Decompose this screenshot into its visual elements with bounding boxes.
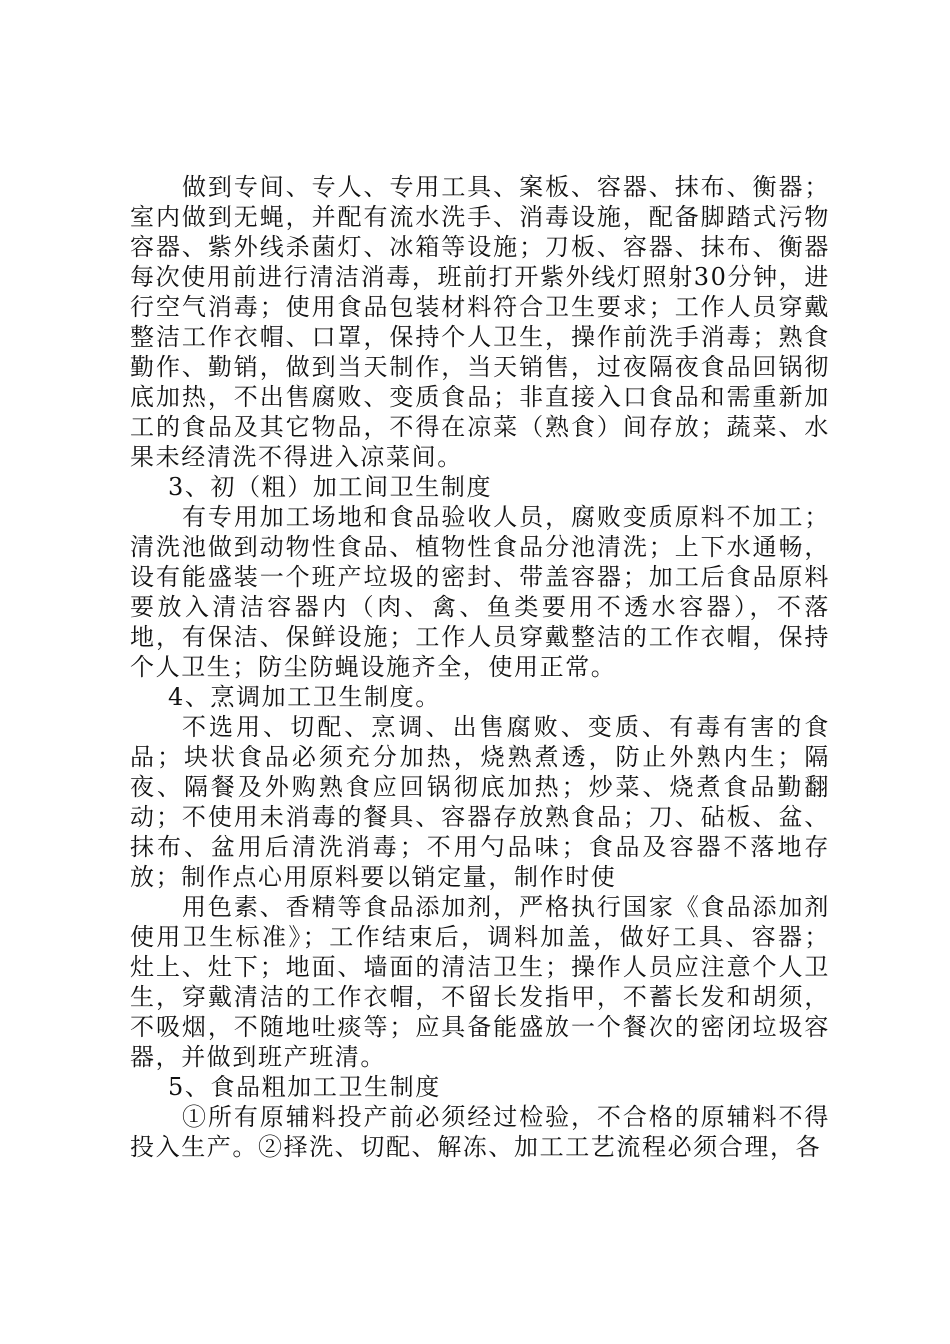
document-body bbox=[130, 172, 830, 1162]
heading-rough-processing-room: 3、初（粗）加工间卫生制度 bbox=[168, 473, 493, 501]
paragraph-cold-dish-room: 做到专间、专人、专用工具、案板、容器、抹布、衡器；室内做到无蝇，并配有流水洗手、消毒设施，配备脚踏式污物容器、紫外线杀菌灯、冰箱等设施；刀板、容器、抹布、衡器每次使用前进行清洁消毒，班前打开紫外线灯照射30分钟，进行空气消毒；使用食品包装材料符合卫生要求；工作人员穿戴整洁工作衣帽、口罩，保持个人卫生，操作前洗手消毒；熟食勤作、勤销，做到当天制作，当天销售，过夜隔夜食品回锅彻底加热，不出售腐败、变质食品；非直接入口食品和需重新加工的食品及其它物品，不得在凉菜（熟食）间存放；蔬菜、水果未经清洗不得进入凉菜间。 bbox=[130, 173, 830, 471]
paragraph-cooking-hygiene: 不选用、切配、烹调、出售腐败、变质、有毒有害的食品；块状食品必须充分加热，烧熟煮透，防止外熟内生；隔夜、隔餐及外购熟食应回锅彻底加热；炒菜、烧煮食品勤翻动；不使用未消毒的餐具、容器存放熟食品；刀、砧板、盆、抹布、盆用后清洗消毒；不用勺品味；食品及容器不落地存放；制作点心用原料要以销定量，制作时使 bbox=[130, 713, 830, 891]
heading-food-rough-processing: 5、食品粗加工卫生制度 bbox=[168, 1073, 441, 1101]
paragraph-food-rough-processing: ①所有原辅料投产前必须经过检验，不合格的原辅料不得投入生产。②择洗、切配、解冻、加工工艺流程必须合理，各 bbox=[130, 1103, 830, 1161]
paragraph-rough-processing-room: 有专用加工场地和食品验收人员，腐败变质原料不加工；清洗池做到动物性食品、植物性食品分池清洗；上下水通畅，设有能盛装一个班产垃圾的密封、带盖容器；加工后食品原料要放入清洁容器内（肉、禽、鱼类要用不透水容器），不落地，有保洁、保鲜设施；工作人员穿戴整洁的工作衣帽，保持个人卫生；防尘防蝇设施齐全，使用正常。 bbox=[130, 503, 830, 681]
paragraph-food-additives: 用色素、香精等食品添加剂，严格执行国家《食品添加剂使用卫生标准》；工作结束后，调料加盖，做好工具、容器；灶上、灶下；地面、墙面的清洁卫生；操作人员应注意个人卫生，穿戴清洁的工作衣帽，不留长发指甲，不蓄长发和胡须，不吸烟，不随地吐痰等；应具备能盛放一个餐次的密闭垃圾容器，并做到班产班清。 bbox=[130, 893, 830, 1071]
heading-cooking-hygiene: 4、烹调加工卫生制度。 bbox=[168, 683, 441, 711]
